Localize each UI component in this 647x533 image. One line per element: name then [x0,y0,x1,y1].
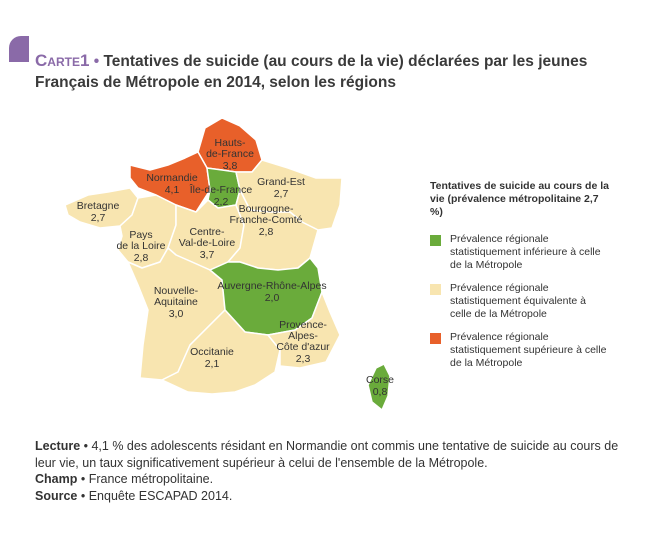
legend-label-inferieure: Prévalence régionale statistiquement inférieure à celle de la Métropole [450,233,601,271]
legend-label-equivalente: Prévalence régionale statistiquement équivalente à celle de la Métropole [450,282,587,320]
region-label-nouvelle-aquitaine: Nouvelle-Aquitaine 3,0 [153,285,199,320]
champ-text: France métropolitaine. [88,472,214,486]
region-label-occitanie: Occitanie 2,1 [190,346,234,370]
region-value-hauts-de-france: 3,8 [222,160,238,172]
region-value-provence-alpes-cote-d-azur: 2,3 [295,353,311,365]
region-value-corse: 0,8 [372,386,388,398]
source-note: Source • Enquête ESCAPAD 2014. [35,488,233,503]
champ-note: Champ • France métropolitaine. [35,472,214,486]
region-label-normandie: Normandie 4,1 [146,172,198,196]
carte-label: Carte1 [35,51,90,70]
map-legend [430,180,610,380]
region-value-ile-de-france: 2,2 [213,196,229,208]
region-label-centre-val-de-loire: Centre-Val-de-Loire 3,7 [178,226,236,261]
region-label-auvergne-rhone-alpes: Auvergne-Rhône-Alpes 2,0 [217,280,327,304]
legend-swatch-equivalente [430,284,441,295]
region-value-bretagne: 2,7 [90,212,106,224]
region-value-occitanie: 2,1 [204,358,220,370]
region-value-centre-val-de-loire: 3,7 [199,249,215,261]
region-label-provence-alpes-cote-d-azur: Provence-Alpes-Côte d'azur 2,3 [276,319,330,365]
lecture-label: Lecture [35,439,81,453]
region-label-hauts-de-france: Hauts-de-France 3,8 [206,137,254,172]
region-value-auvergne-rhone-alpes: 2,0 [264,292,280,304]
region-label-ile-de-france: Île-de-France 2,2 [189,184,253,208]
source-text: Enquête ESCAPAD 2014. [88,488,233,503]
title-text: Tentatives de suicide (au cours de la vie) déclarées par les jeunes Français de Métropole en 2014, selon les régions [35,53,588,91]
legend-title: Tentatives de suicide au cours de la vie (prévalence métropolitaine 2,7 %) [430,180,609,218]
region-value-nouvelle-aquitaine: 3,0 [168,308,184,320]
champ-label: Champ [35,472,78,486]
region-value-bourgogne-franche-comte: 2,8 [258,226,274,238]
lecture-text: 4,1 % des adolescents résidant en Normandie ont commis une tentative de suicide au cours de leur vie, un taux significativement supérieur à celui de l'ensemble de la Métropole. [35,439,619,470]
region-label-bretagne: Bretagne 2,7 [76,200,120,224]
legend-item-superieure [430,331,610,370]
title-bullet: • [93,53,100,70]
map-notes [35,438,625,504]
legend-item-equivalente [430,282,610,321]
region-label-bourgogne-franche-comte: Bourgogne-Franche-Comté 2,8 [229,203,303,238]
region-value-pays-de-la-loire: 2,8 [133,252,149,264]
region-label-grand-est: Grand-Est 2,7 [257,176,305,200]
region-value-normandie: 4,1 [164,184,180,196]
region-value-grand-est: 2,7 [273,188,289,200]
legend-swatch-superieure [430,333,441,344]
region-label-pays-de-la-loire: Pays de la Loire 2,8 [116,229,166,264]
legend-label-superieure: Prévalence régionale statistiquement supérieure à celle de la Métropole [450,331,607,369]
lecture-note: Lecture • 4,1 % des adolescents résidant en Normandie ont commis une tentative de suicide au cours de leur vie, un taux significativement supérieur à celui de l'ensemble de la Métropole. [35,439,619,470]
legend-swatch-inferieure [430,235,441,246]
source-label: Source [35,488,78,503]
legend-item-inferieure [430,233,610,272]
region-label-corse: Corse 0,8 [365,374,395,398]
